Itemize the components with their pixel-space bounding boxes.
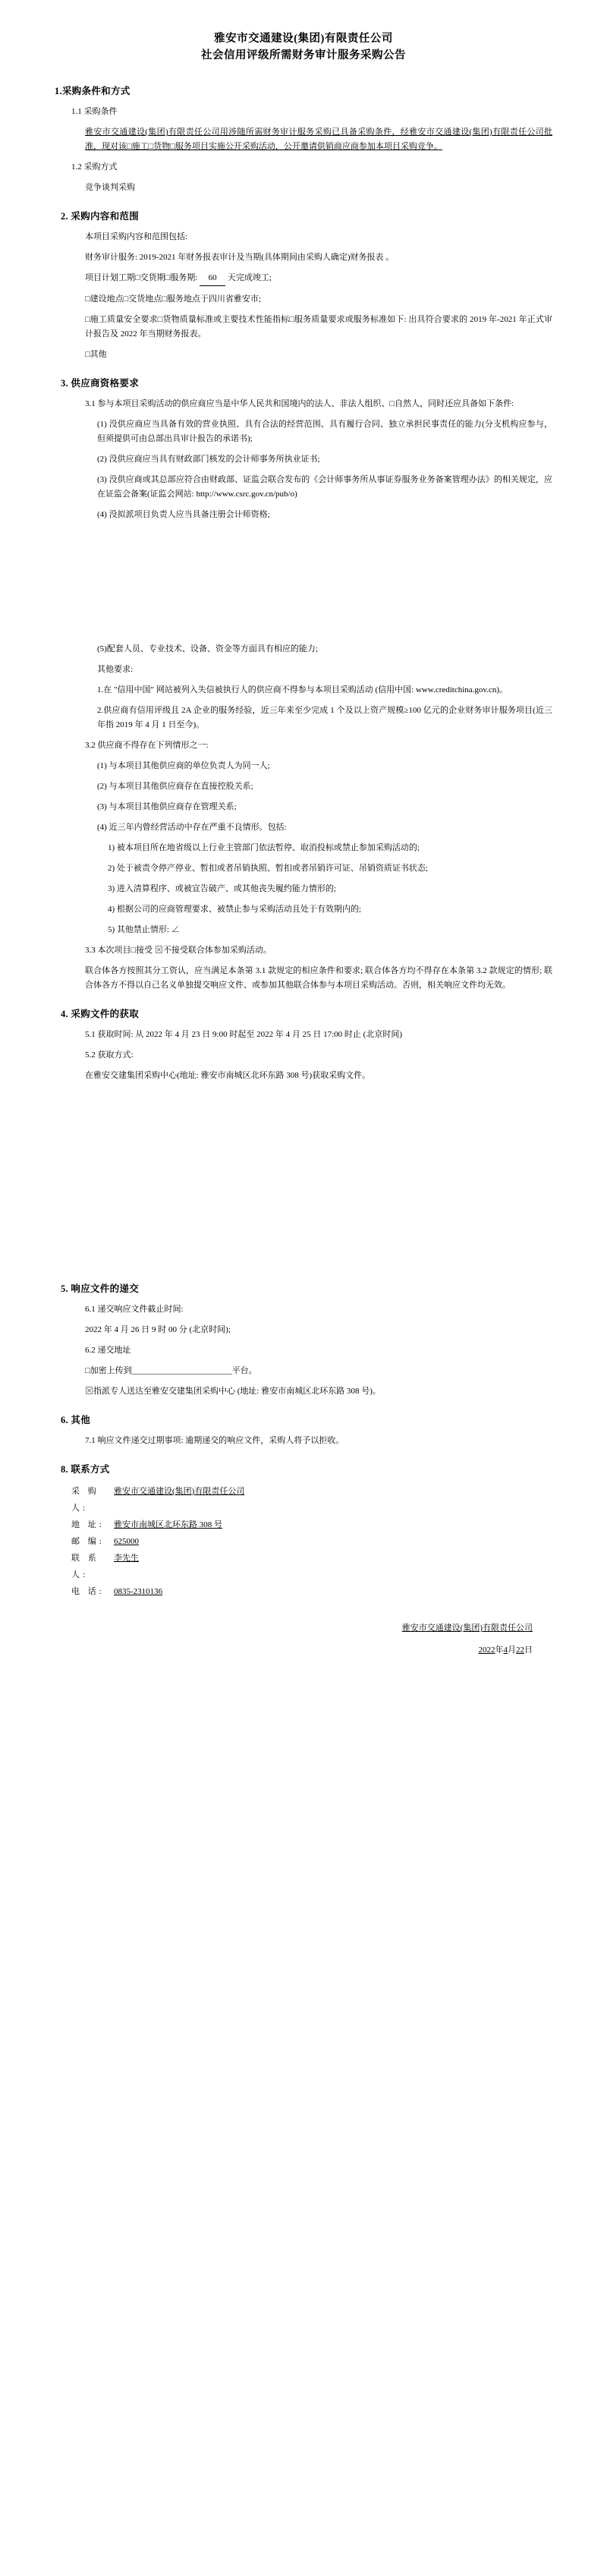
title-line-2: 社会信用评级所需财务审计服务采购公告	[201, 49, 406, 61]
section-4-p42: 5.2 获取方式:	[85, 1050, 134, 1060]
contact-row	[71, 1583, 552, 1600]
section-3-p31-4: (4) 没拟派项目负责人应当具备注册会计师资格;	[97, 510, 270, 519]
signature-year: 2022	[478, 1645, 495, 1655]
section-4-p42-b: 在雅安交建集团采购中心(地址: 雅安市南城区北环东路 308 号)获取采购文件。	[85, 1071, 371, 1080]
section-2-p3	[85, 271, 552, 286]
section-2-p2: 财务审计服务: 2019-2021 年财务报表审计及当期(具体期间由采购人确定)财务报表 。	[85, 253, 395, 262]
contact-value: 0835-2310136	[114, 1587, 163, 1596]
section-3-p31-3: (3) 没供应商或其总部应符合由财政部、证监会联合发布的《会计师事务所从事证券服务业务备案管理办法》的相关规定，应在证监会备案(证监会网站: http://www.csrc.gov.cn/pub/o)	[97, 475, 552, 499]
document-title	[55, 30, 552, 64]
section-3-p32-4-3: 3) 进入清算程序、或被宣告破产、或其他丧失履约能力情形的;	[108, 884, 336, 893]
title-line-1: 雅安市交通建设(集团)有限责任公司	[214, 33, 393, 45]
section-heading-6: 6. 其他	[61, 1415, 91, 1425]
section-1-sub-1-label: 1.1 采购条件	[71, 107, 118, 116]
section-3-p31-8: 2.供应商有信用评级且 2A 企业的服务经验，近三年来至少完成 1 个及以上资产规模≥100 亿元的企业财务审计服务项目(近三年指 2019 年 4 月 1 日至今)。	[97, 706, 552, 729]
section-3-p32-4-4: 4) 根据公司的应商管理要求、被禁止参与采购活动且处于有效期内的;	[108, 905, 361, 914]
section-2-p5: □施工质量安全要求□货物质量标准或主要技术性能指标□服务质量要求或服务标准如下: 出具符合要求的 2019 年-2021 年正式审计报告及 2022 年当期财务报表。	[85, 315, 552, 339]
section-2-p4: □建设地点□交货地点□服务地点于四川省雅安市;	[85, 294, 261, 304]
blank-gap-1	[55, 528, 552, 642]
section-3-p33-b: 联合体各方按照其分工资认，应当满足本条第 3.1 款规定的相应条件和要求; 联合体各方均不得存在本条第 3.2 款规定的情形; 联合体各方不得以自己名义单独提交响应文件、或参加其他联合体参与本项目采购活动。否则，相关响应文件均无效。	[85, 966, 552, 990]
section-5-p62-c: ⊠指派专人送达至雅安交建集团采购中心 (地址: 雅安市南城区北环东路 308 号)。	[85, 1387, 381, 1396]
section-heading-1: 1.采购条件和方式	[55, 86, 131, 96]
section-3-p32-4: (4) 近三年内曾经营活动中存在严重不良情形。包括:	[97, 823, 287, 832]
section-heading-3: 3. 供应商资格要求	[61, 378, 140, 389]
signature-day: 22	[516, 1645, 524, 1655]
section-3-p31-1: (1) 没供应商应当具备有效的营业执照、具有合法的经营范围、具有履行合同、独立承担民事责任的能力(分支机构应参与，但须提供可由总部出具审计报告的承诺书);	[97, 420, 552, 443]
section-2-p3-a: 项目计划工期□交货期□服务期:	[85, 273, 198, 282]
contact-value: 雅安市南城区北环东路 308 号	[114, 1520, 222, 1529]
section-heading-2: 2. 采购内容和范围	[61, 211, 140, 222]
section-6-p71: 7.1 响应文件递交过期事项: 逾期递交的响应文件，采购人将予以拒收。	[85, 1436, 344, 1445]
signature-month: 4	[503, 1645, 508, 1655]
section-heading-4: 4. 采购文件的获取	[61, 1009, 140, 1019]
duration-blank[interactable]: 60	[200, 271, 225, 286]
section-3-p31-7: 1.在 "信用中国" 网站被列入失信被执行人的供应商不得参与本项目采购活动 (信用中国: www.creditchina.gov.cn)。	[97, 685, 508, 694]
contact-value: 雅安市交通建设(集团)有限责任公司	[114, 1487, 245, 1496]
contact-value: 李先生	[114, 1554, 139, 1563]
contact-row	[71, 1483, 552, 1516]
section-heading-7: 8. 联系方式	[61, 1464, 110, 1475]
signature-block	[55, 1621, 552, 1658]
section-3-p32-1: (1) 与本项目其他供应商的单位负责人为同一人;	[97, 761, 270, 770]
section-3-p32-2: (2) 与本项目其他供应商存在直接控股关系;	[97, 782, 253, 791]
signature-year-suffix: 年	[495, 1645, 504, 1655]
section-2-p1: 本项目采购内容和范围包括:	[85, 232, 188, 241]
contact-label: 邮 编:	[71, 1537, 105, 1546]
section-3-p32-4-1: 1) 被本项目所在地省级以上行业主管部门依法暂停、取消投标或禁止参加采购活动的;	[108, 843, 420, 852]
section-2-p6: □其他	[85, 350, 107, 359]
section-3-p33: 3.3 本次项目□接受 ⊠不接受联合体参加采购活动。	[85, 946, 272, 955]
section-3-p31-2: (2) 没供应商应当具有财政部门核发的会计师事务所执业证书;	[97, 455, 320, 464]
contact-label: 采 购 人:	[71, 1487, 99, 1513]
contact-row	[71, 1516, 552, 1533]
section-3-p32-4-2: 2) 处于被责令停产停业、暂扣或者吊销执照、暂扣或者吊销许可证、吊销资质证书状态;	[108, 864, 428, 873]
contact-row	[71, 1533, 552, 1550]
contact-label: 电 话:	[71, 1587, 105, 1596]
section-heading-5: 5. 响应文件的递交	[61, 1283, 140, 1294]
section-5-p61-b: 2022 年 4 月 26 日 9 时 00 分 (北京时间);	[85, 1325, 231, 1334]
section-3-p32-4-5: 5) 其他禁止情形: ∠	[108, 925, 180, 934]
section-4-p41: 5.1 获取时间: 从 2022 年 4 月 23 日 9:00 时起至 2022 年 4 月 25 日 17:00 时止 (北京时间)	[85, 1030, 402, 1039]
section-3-p32: 3.2 供应商不得存在下列情形之一:	[85, 741, 209, 750]
contact-row	[71, 1550, 552, 1583]
blank-gap-2	[55, 1089, 552, 1268]
section-5-p61: 6.1 递交响应文件截止时间:	[85, 1305, 184, 1314]
contact-value: 625000	[114, 1537, 139, 1546]
signature-date	[55, 1643, 533, 1658]
section-3-p32-3: (3) 与本项目其他供应商存在管理关系;	[97, 802, 237, 811]
section-1-sub-2-label: 1.2 采购方式	[71, 162, 118, 172]
section-2-p3-b: 天完成竣工;	[227, 273, 272, 282]
section-5-p62-b: □加密上传到________________________平台。	[85, 1366, 257, 1375]
signature-day-suffix: 日	[524, 1645, 533, 1655]
section-3-p31: 3.1 参与本项目采购活动的供应商应当是中华人民共和国境内的法人、非法人组织、□自然人，同时还应具备如下条件:	[85, 399, 514, 408]
contact-label: 地 址:	[71, 1520, 105, 1529]
section-1-sub-1-text: 雅安市交通建设(集团)有限责任公司用涉随所需财务审计服务采购已具备采购条件，经雅安市交通建设(集团)有限责任公司批准，现对该□施工□货物□服务项目实施公开采购活动，公开邀请供销商应商参加本项目采购竞争。	[85, 128, 552, 151]
section-3-p31-5: (5)配套人员、专业技术、设备、资金等方面具有相应的能力;	[97, 644, 318, 653]
section-1-sub-2-text: 竞争谈判采购	[85, 183, 135, 192]
section-3-p31-6: 其他要求:	[97, 665, 134, 674]
section-5-p62: 6.2 递交地址	[85, 1346, 131, 1355]
signature-month-suffix: 月	[508, 1645, 516, 1655]
contact-label: 联 系 人:	[71, 1554, 99, 1579]
signature-company: 雅安市交通建设(集团)有限责任公司	[401, 1623, 533, 1633]
